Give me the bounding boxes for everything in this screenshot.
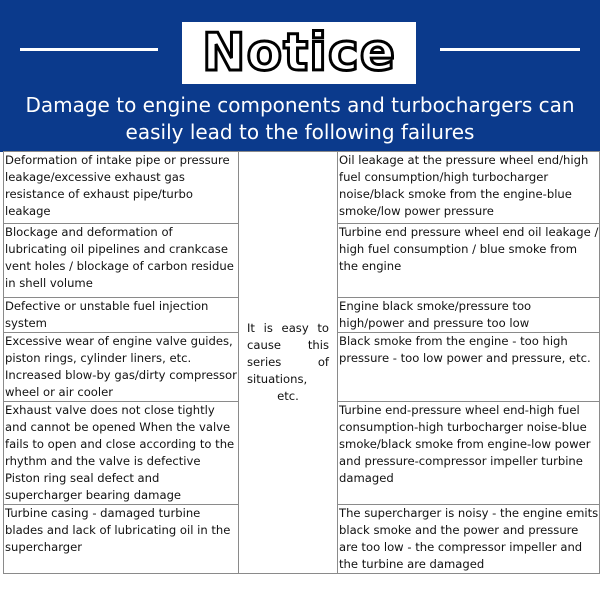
subtitle — [0, 92, 600, 146]
effect-cell: The supercharger is noisy - the engine emits black smoke and the power and pressure are too low - the compressor impeller and the turbine are damaged — [338, 505, 600, 574]
left-divider-line — [20, 48, 158, 51]
subtitle-line-2: easily lead to the following failures — [125, 120, 475, 144]
subtitle-line-1: Damage to engine components and turbochargers can — [25, 93, 575, 117]
header-banner — [0, 0, 600, 152]
table-row — [4, 152, 600, 224]
notice-title: Notice — [201, 23, 397, 83]
cause-cell: Exhaust valve does not close tightly and cannot be opened When the valve fails to open and close according to the rhythm and the valve is defective Piston ring seal defect and supercharger bearing damage — [4, 402, 239, 505]
effect-cell: Turbine end-pressure wheel end-high fuel consumption-high turbocharger noise-blue smoke/black smoke from engine-low power and pressure-compressor impeller turbine damaged — [338, 402, 600, 505]
cause-cell: Blockage and deformation of lubricating oil pipelines and crankcase vent holes / blockage of carbon residue in shell volume — [4, 224, 239, 298]
effect-cell: Black smoke from the engine - too high pressure - too low power and pressure, etc. — [338, 333, 600, 402]
effect-cell: Oil leakage at the pressure wheel end/high fuel consumption/high turbocharger noise/black smoke from the engine-blue smoke/low power pressure — [338, 152, 600, 224]
cause-cell: Defective or unstable fuel injection system — [4, 298, 239, 333]
right-divider-line — [440, 48, 580, 51]
cause-cell: Turbine casing - damaged turbine blades and lack of lubricating oil in the supercharger — [4, 505, 239, 574]
cause-cell: Excessive wear of engine valve guides, piston rings, cylinder liners, etc. Increased blow-by gas/dirty compressor wheel or air cooler — [4, 333, 239, 402]
failures-table — [3, 151, 600, 574]
cause-cell: Deformation of intake pipe or pressure leakage/excessive exhaust gas resistance of exhaust pipe/turbo leakage — [4, 152, 239, 224]
consequence-note: It is easy to cause this series of situations, etc. — [239, 152, 338, 574]
notice-title-box — [182, 22, 416, 84]
effect-cell: Engine black smoke/pressure too high/power and pressure too low — [338, 298, 600, 333]
effect-cell: Turbine end pressure wheel end oil leakage / high fuel consumption / blue smoke from the engine — [338, 224, 600, 298]
